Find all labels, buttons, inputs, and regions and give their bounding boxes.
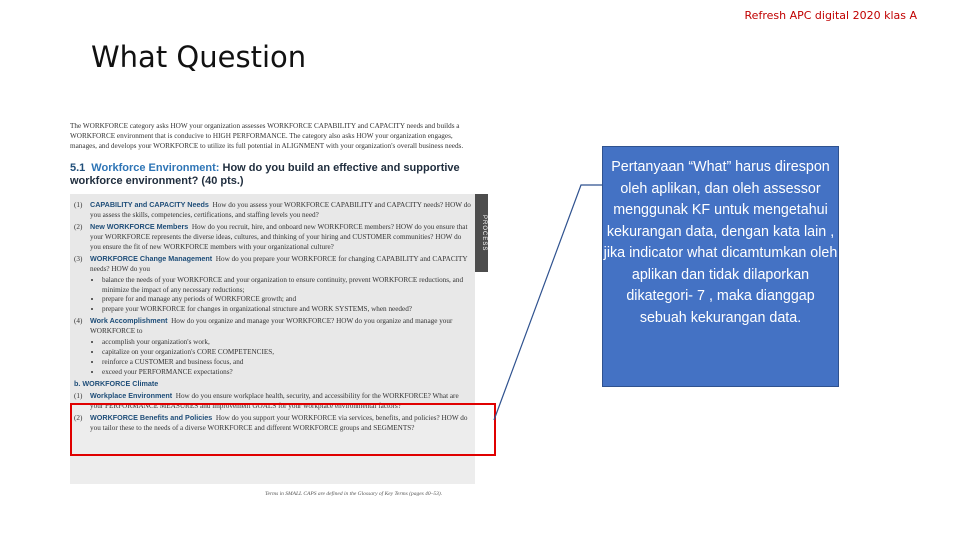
footnote: Terms in SMALL CAPS are defined in the Glossary of Key Terms (pages 40–53). bbox=[265, 491, 443, 497]
list-item: • prepare for and manage any periods of WORKFORCE growth; and bbox=[102, 295, 473, 305]
item-a2: (2) New WORKFORCE Members How do you recruit, hire, and onboard new WORKFORCE members? HOW do you ensure that your WORKFORCE represents the diverse ideas, cultures, and thinking of your hiring and CUSTOMER communities? HOW do you ensure the fit of new WORKFORCE members with your organizational culture? bbox=[74, 221, 468, 251]
list-item: • capitalize on your organization's CORE COMPETENCIES, bbox=[102, 348, 473, 358]
item-a3-bullets bbox=[90, 276, 473, 316]
section-number: 5.1 bbox=[70, 162, 86, 174]
list-item: • prepare your WORKFORCE for changes in organizational structure and WORK SYSTEMS, when needed? bbox=[102, 305, 473, 315]
process-tab: PROCESS bbox=[475, 194, 488, 272]
section-question: How do you build an effective and supportive workforce environment? (40 pts.) bbox=[70, 162, 460, 188]
section-label: Workforce Environment: bbox=[91, 162, 220, 174]
item-a4-bullets bbox=[90, 338, 473, 378]
slide-title: What Question bbox=[91, 40, 307, 74]
list-item: • accomplish your organization's work, bbox=[102, 338, 473, 348]
section-heading bbox=[70, 162, 465, 188]
highlight-box bbox=[70, 403, 496, 456]
item-b2: (2) WORKFORCE Benefits and Policies How do you support your WORKFORCE via services, benefits, and policies? HOW do you tailor these to the needs of a diverse WORKFORCE and different WORKFORCE groups and SEGMENTS? bbox=[74, 412, 468, 432]
item-a3: (3) WORKFORCE Change Management How do you prepare your WORKFORCE for changing CAPABILITY and CAPACITY needs? HOW do you bbox=[74, 253, 468, 273]
callout-box: Pertanyaan “What” harus direspon oleh aplikan, dan oleh assessor menggunak KF untuk mengetahui kekurangan data, dengan kata lain , jika indicator what dicamtumkan oleh aplikan dan tidak dilaporkan dikategori- 7 , maka dianggap sebuah kekurangan data. bbox=[602, 146, 839, 387]
category-intro: The WORKFORCE category asks HOW your organization assesses WORKFORCE CAPABILITY and CAPACITY needs and builds a WORKFORCE environment that is conducive to HIGH PERFORMANCE. The category also asks HOW your organization engages, manages, and develops your WORKFORCE to utilize its full potential in ALIGNMENT with your organization's overall business needs. bbox=[70, 122, 464, 150]
header-note: Refresh APC digital 2020 klas A bbox=[744, 9, 917, 22]
item-a1: (1) CAPABILITY and CAPACITY Needs How do you assess your WORKFORCE CAPABILITY and CAPACITY needs? HOW do you assess the skills, competencies, certifications, and staffing levels you need? bbox=[74, 200, 471, 219]
item-b1: (1) Workplace Environment How do you ensure workplace health, security, and accessibility for the WORKFORCE? What are your PERFORMANCE MEASURES and improvement GOALS for your workplace environmental factors? bbox=[74, 390, 459, 410]
item-a4: (4) Work Accomplishment How do you organize and manage your WORKFORCE? HOW do you organize and manage your WORKFORCE to bbox=[74, 316, 453, 336]
list-item: • reinforce a CUSTOMER and business focus, and bbox=[102, 358, 473, 368]
list-item: • balance the needs of your WORKFORCE and your organization to ensure continuity, prevent WORKFORCE reductions, and minimize the impact of any necessary reductions; bbox=[102, 276, 473, 296]
document-body bbox=[74, 200, 473, 435]
subsection-b-heading: b. WORKFORCE Climate bbox=[74, 378, 159, 388]
list-item: • exceed your PERFORMANCE expectations? bbox=[102, 368, 473, 378]
